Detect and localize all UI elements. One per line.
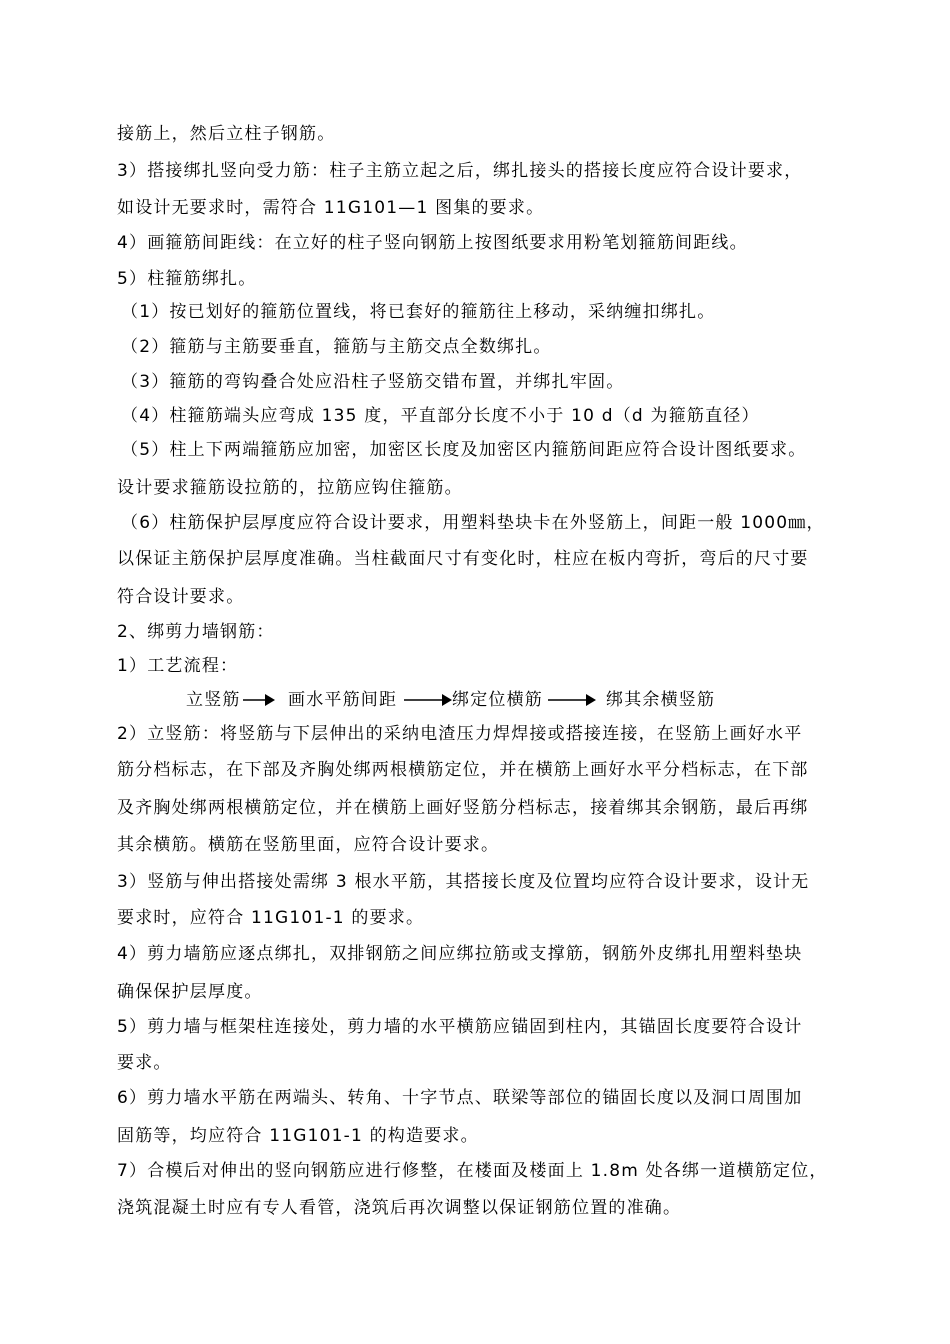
text-line: 其余横筋。横筋在竖筋里面，应符合设计要求。 [117, 835, 500, 855]
flow-step: 立竖筋 [186, 690, 241, 710]
flow-step: 绑其余横竖筋 [606, 690, 716, 710]
text-line: 设计要求箍筋设拉筋的，拉筋应钩住箍筋。 [117, 478, 463, 498]
text-line: 如设计无要求时，需符合 11G101—1 图集的要求。 [117, 198, 545, 218]
arrow-right-icon [243, 692, 275, 708]
text-line: 2、绑剪力墙钢筋： [117, 622, 275, 642]
text-line: 符合设计要求。 [117, 587, 245, 607]
text-line: 确保保护层厚度。 [117, 982, 263, 1002]
text-line: 要求时，应符合 11G101-1 的要求。 [117, 908, 425, 928]
text-line: （2）箍筋与主筋要垂直，箍筋与主筋交点全数绑扎。 [121, 337, 552, 357]
text-line: 浇筑混凝土时应有专人看管，浇筑后再次调整以保证钢筋位置的准确。 [117, 1198, 682, 1218]
arrow-right-icon [404, 692, 452, 708]
text-line: 2）立竖筋：将竖筋与下层伸出的采纳电渣压力焊焊接或搭接连接，在竖筋上画好水平 [117, 724, 803, 744]
text-line: 筋分档标志，在下部及齐胸处绑两根横筋定位，并在横筋上画好水平分档标志，在下部 [117, 760, 809, 780]
flow-step: 画水平筋间距 [288, 690, 398, 710]
text-line: 3）搭接绑扎竖向受力筋：柱子主筋立起之后，绑扎接头的搭接长度应符合设计要求， [117, 161, 803, 181]
text-line: 固筋等，均应符合 11G101-1 的构造要求。 [117, 1126, 479, 1146]
text-line: 要求。 [117, 1053, 172, 1073]
text-line: （5）柱上下两端箍筋应加密，加密区长度及加密区内箍筋间距应符合设计图纸要求。 [121, 440, 807, 460]
text-line: 1）工艺流程： [117, 656, 239, 676]
text-line: （6）柱筋保护层厚度应符合设计要求，用塑料垫块卡在外竖筋上，间距一般 1000㎜， [121, 513, 825, 533]
arrow-right-icon [548, 692, 596, 708]
text-line: 5）柱箍筋绑扎。 [117, 269, 257, 289]
text-line: 6）剪力墙水平筋在两端头、转角、十字节点、联梁等部位的锚固长度以及洞口周围加 [117, 1088, 803, 1108]
text-line: （3）箍筋的弯钩叠合处应沿柱子竖筋交错布置，并绑扎牢固。 [121, 372, 625, 392]
text-line: （4）柱箍筋端头应弯成 135 度，平直部分长度不小于 10 d（d 为箍筋直径） [121, 406, 760, 426]
text-line: 4）画箍筋间距线：在立好的柱子竖向钢筋上按图纸要求用粉笔划箍筋间距线。 [117, 233, 748, 253]
text-line: 7）合模后对伸出的竖向钢筋应进行修整，在楼面及楼面上 1.8m 处各绑一道横筋定位， [117, 1161, 828, 1181]
text-line: 以保证主筋保护层厚度准确。当柱截面尺寸有变化时，柱应在板内弯折，弯后的尺寸要 [117, 549, 809, 569]
text-line: 及齐胸处绑两根横筋定位，并在横筋上画好竖筋分档标志，接着绑其余钢筋，最后再绑 [117, 798, 809, 818]
text-line: （1）按已划好的箍筋位置线，将已套好的箍筋往上移动，采纳缠扣绑扎。 [121, 302, 716, 322]
text-line: 接筋上，然后立柱子钢筋。 [117, 124, 336, 144]
flow-step: 绑定位横筋 [452, 690, 543, 710]
text-line: 3）竖筋与伸出搭接处需绑 3 根水平筋，其搭接长度及位置均应符合设计要求，设计无 [117, 872, 810, 892]
text-line: 5）剪力墙与框架柱连接处，剪力墙的水平横筋应锚固到柱内，其锚固长度要符合设计 [117, 1017, 803, 1037]
text-line: 4）剪力墙筋应逐点绑扎，双排钢筋之间应绑拉筋或支撑筋，钢筋外皮绑扎用塑料垫块 [117, 944, 803, 964]
